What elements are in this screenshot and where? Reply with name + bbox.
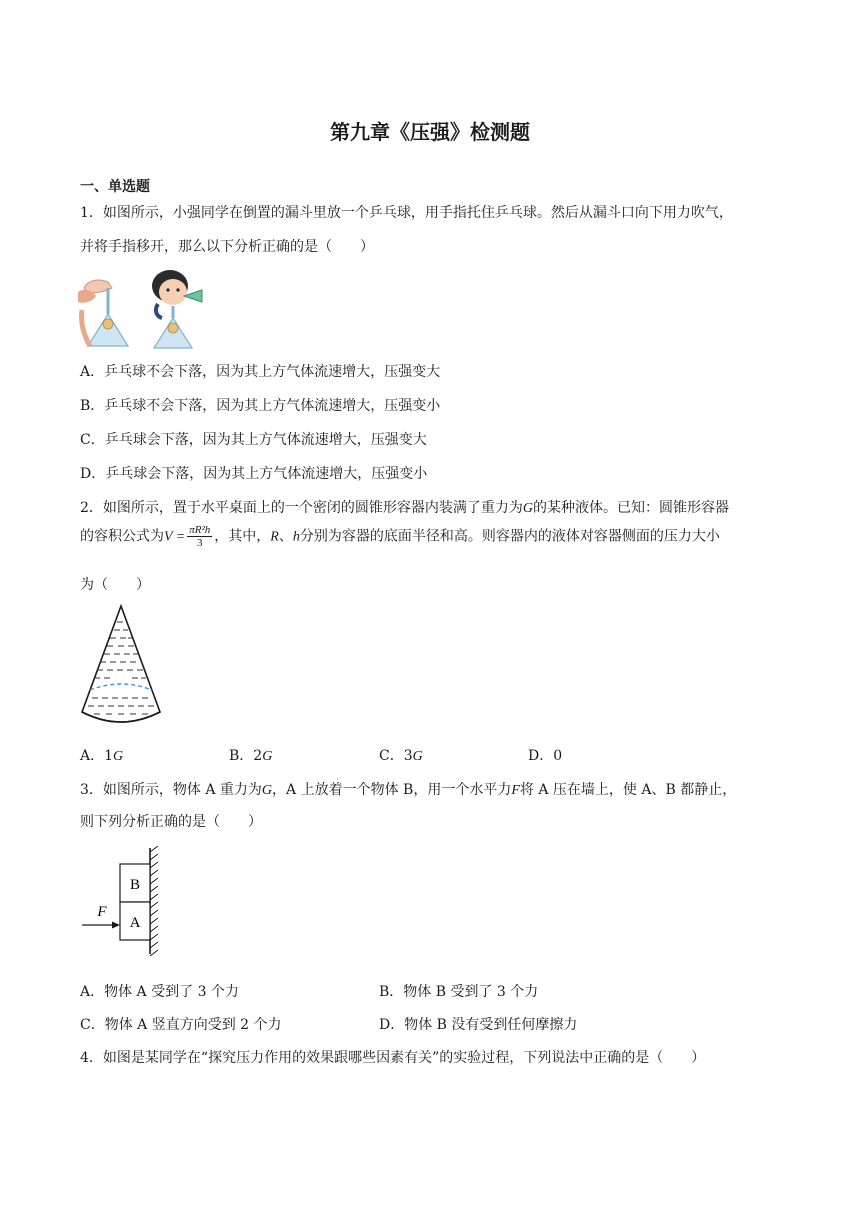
label-b: B: [129, 877, 141, 893]
q1-option-a: A．乒乓球不会下落，因为其上方气体流速增大，压强变大: [80, 364, 441, 380]
q3-option-b: B．物体 B 受到了 3 个力: [379, 984, 539, 1000]
q3-option-a: A．物体 A 受到了 3 个力: [80, 984, 239, 1000]
force-arrow-head: [112, 922, 120, 929]
formula-lhs: V =: [164, 529, 186, 545]
boy-blowing-illustration: [152, 270, 202, 348]
var-g: G: [412, 749, 423, 764]
q2-text: 分别为容器的底面半径和高。则容器内的液体对容器侧面的压力大小: [299, 528, 720, 545]
option-text: B．2: [229, 748, 263, 764]
q1-option-b: B．乒乓球不会下落，因为其上方气体流速增大，压强变小: [80, 398, 441, 414]
var-g: G: [261, 783, 273, 798]
q3-stem-line2: 则下列分析正确的是（ ）: [80, 814, 262, 830]
q2-option-d: [528, 745, 562, 765]
var-f: F: [511, 783, 520, 798]
option-text: C．3: [379, 748, 413, 764]
q1-option-c: C．乒乓球会下落，因为其上方气体流速增大，压强变大: [80, 432, 427, 448]
label-f: F: [97, 904, 107, 920]
var-g: G: [262, 749, 273, 764]
page-title: 第九章《压强》检测题: [330, 120, 530, 144]
q3-option-d: D．物体 B 没有受到任何摩擦力: [379, 1017, 578, 1033]
q3-text: 3．如图所示，物体 A 重力为: [80, 782, 262, 798]
q1-stem-line2: 并将手指移开，那么以下分析正确的是（ ）: [80, 239, 374, 255]
q1-stem-line1: 1．如图所示，小强同学在倒置的漏斗里放一个乒乓球，用手指托住乒乓球。然后从漏斗口向下用力吹气，: [80, 205, 733, 221]
var-g: G: [522, 501, 534, 516]
var-h: h: [292, 529, 300, 545]
q2-stem-line1: [80, 497, 729, 517]
formula-numerator: πR²h: [189, 524, 211, 536]
q2-text: ，其中，: [214, 528, 271, 545]
q2-option-c: [379, 745, 423, 765]
section-heading: 一、单选题: [80, 179, 150, 195]
q2-stem-line2: [80, 524, 720, 549]
q3-text: 将 A 压在墙上，使 A、B 都静止，: [519, 782, 737, 798]
formula-denominator: 3: [197, 537, 203, 549]
q2-text: 、: [278, 528, 293, 545]
q2-option-b: [229, 745, 272, 765]
q1-option-d: D．乒乓球会下落，因为其上方气体流速增大，压强变小: [80, 466, 428, 482]
q2-text: 的某种液体。已知：圆锥形容器: [533, 500, 730, 516]
option-text: D．0: [528, 748, 563, 764]
q3-option-c: C．物体 A 竖直方向受到 2 个力: [80, 1017, 282, 1033]
q2-stem-line3: 为（ ）: [80, 577, 150, 593]
wall-hatching: [150, 846, 158, 956]
var-r: R: [270, 529, 279, 545]
q1-funnel-figure: [78, 266, 218, 350]
q2-text: 的容积公式为: [80, 528, 164, 545]
q2-text: 2．如图所示，置于水平桌面上的一个密闭的圆锥形容器内装满了重力为: [80, 500, 523, 516]
hand-funnel-illustration: [78, 280, 128, 346]
q2-cone-figure: [78, 602, 164, 734]
label-a: A: [129, 915, 141, 931]
q3-stem-line1: [80, 779, 736, 799]
var-g: G: [113, 749, 124, 764]
option-text: A．1: [80, 748, 114, 764]
q3-wall-block-figure: [78, 846, 170, 958]
q3-text: ，A 上放着一个物体 B，用一个水平力: [272, 782, 512, 798]
q2-option-a: [80, 745, 123, 765]
q4-stem-line1: 4．如图是某同学在“探究压力作用的效果跟哪些因素有关”的实验过程，下列说法中正确的是（ ）: [80, 1050, 706, 1066]
volume-formula-fraction: [187, 524, 212, 549]
